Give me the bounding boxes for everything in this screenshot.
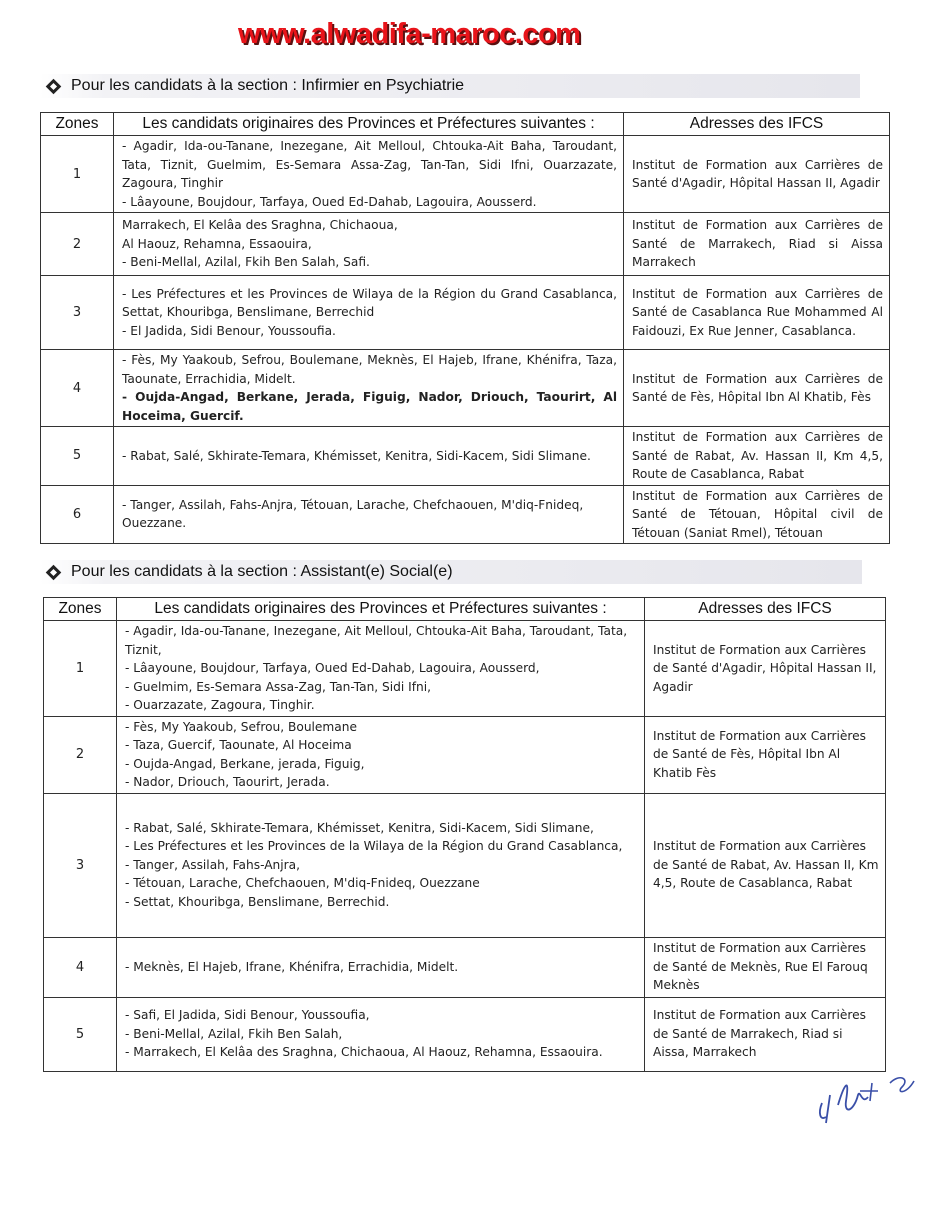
- ifcs-address: Institut de Formation aux Carrières de Santé d'Agadir, Hôpital Hassan II, Agadir: [624, 136, 890, 213]
- table-row: [41, 350, 890, 427]
- provinces-line: - Tétouan, Larache, Chefchaouen, M'diq-Fnideq, Ouezzane: [125, 876, 480, 891]
- zone-number: 6: [41, 485, 114, 544]
- provinces-line: - Lâayoune, Boujdour, Tarfaya, Oued Ed-Dahab, Lagouira, Aousserd,: [125, 661, 540, 675]
- header-addresses: Adresses des IFCS: [645, 598, 886, 621]
- diamond-bullet-icon: [46, 78, 62, 94]
- provinces-line: - Fès, My Yaakoub, Sefrou, Boulemane, Meknès, El Hajeb, Ifrane, Khénifra, Taza, Taounate, Errachidia, Midelt.: [122, 353, 617, 386]
- table-row: [41, 485, 890, 544]
- provinces-cell: [114, 350, 624, 427]
- table-row: [44, 937, 886, 997]
- provinces-line: - Agadir, Ida-ou-Tanane, Inezegane, Ait Melloul, Chtouka-Ait Baha, Taroudant, Tata, Tiznit, Guelmim, Es-Semara Assa-Zag, Tan-Tan, Sidi Ifni, Ouarzazate, Zagoura, Tinghir: [122, 139, 617, 190]
- handwritten-signature: [810, 1065, 920, 1135]
- zone-number: 5: [41, 427, 114, 486]
- provinces-line: - Taza, Guercif, Taounate, Al Hoceima: [125, 738, 352, 752]
- provinces-line: - Fès, My Yaakoub, Sefrou, Boulemane: [125, 719, 357, 734]
- psychiatrie-zones-table: [40, 112, 890, 544]
- header-zones: Zones: [44, 598, 117, 621]
- provinces-line: - Les Préfectures et les Provinces de la Wilaya de la Région du Grand Casablanca,: [125, 839, 623, 854]
- provinces-line: - Settat, Khouribga, Benslimane, Berrechid.: [125, 894, 390, 909]
- ifcs-address: Institut de Formation aux Carrières de Santé de Rabat, Av. Hassan II, Km 4,5, Route de Casablanca, Rabat: [624, 427, 890, 486]
- header-zones: Zones: [41, 113, 114, 136]
- provinces-line: - Tanger, Assilah, Fahs-Anjra,: [125, 857, 300, 872]
- zone-number: 5: [44, 997, 117, 1071]
- diamond-bullet-icon: [46, 564, 62, 580]
- provinces-cell: [117, 937, 645, 997]
- provinces-cell: [114, 213, 624, 276]
- provinces-line: - Meknès, El Hajeb, Ifrane, Khénifra, Errachidia, Midelt.: [125, 959, 459, 974]
- zone-number: 2: [41, 213, 114, 276]
- provinces-line: - El Jadida, Sidi Benour, Youssoufia.: [122, 323, 336, 338]
- zone-number: 4: [44, 937, 117, 997]
- provinces-line: - Guelmim, Es-Semara Assa-Zag, Tan-Tan, Sidi Ifni,: [125, 679, 432, 694]
- zone-number: 2: [44, 716, 117, 793]
- provinces-cell: [117, 716, 645, 793]
- ifcs-address: Institut de Formation aux Carrières de Santé d'Agadir, Hôpital Hassan II, Agadir: [645, 621, 886, 717]
- section-heading-psychiatrie: [40, 74, 860, 98]
- table-header-row: [44, 598, 886, 621]
- ifcs-address: Institut de Formation aux Carrières de Santé de Rabat, Av. Hassan II, Km 4,5, Route de Casablanca, Rabat: [645, 793, 886, 937]
- header-provinces: Les candidats originaires des Provinces et Préfectures suivantes :: [117, 598, 645, 621]
- provinces-line: - Nador, Driouch, Taourirt, Jerada.: [125, 775, 330, 789]
- table-header-row: [41, 113, 890, 136]
- ifcs-address: Institut de Formation aux Carrières de Santé de Marrakech, Riad si Aissa Marrakech: [624, 213, 890, 276]
- zone-number: 1: [44, 621, 117, 717]
- provinces-line: - Oujda-Angad, Berkane, jerada, Figuig,: [125, 756, 365, 771]
- provinces-line: Marrakech, El Kelâa des Sraghna, Chichaoua,: [122, 218, 398, 233]
- table-row: [41, 427, 890, 486]
- ifcs-address: Institut de Formation aux Carrières de Santé de Fès, Hôpital Ibn Al Khatib Fès: [645, 716, 886, 793]
- table-row: [44, 621, 886, 717]
- provinces-line: - Beni-Mellal, Azilal, Fkih Ben Salah, Safi.: [122, 255, 370, 270]
- provinces-line: - Agadir, Ida-ou-Tanane, Inezegane, Ait Melloul, Chtouka-Ait Baha, Taroudant, Tata, Tiznit,: [125, 624, 628, 657]
- ifcs-address: Institut de Formation aux Carrières de Santé de Meknès, Rue El Farouq Meknès: [645, 937, 886, 997]
- table-row: [41, 136, 890, 213]
- ifcs-address: Institut de Formation aux Carrières de Santé de Casablanca Rue Mohammed Al Faidouzi, Ex Rue Jenner, Casablanca.: [624, 276, 890, 350]
- header-provinces: Les candidats originaires des Provinces et Préfectures suivantes :: [114, 113, 624, 136]
- provinces-line: - Ouarzazate, Zagoura, Tinghir.: [125, 698, 315, 712]
- provinces-cell: [117, 793, 645, 937]
- zone-number: 4: [41, 350, 114, 427]
- table-row: [41, 213, 890, 276]
- table-row: [44, 997, 886, 1071]
- zone-number: 3: [44, 793, 117, 937]
- ifcs-address: Institut de Formation aux Carrières de Santé de Fès, Hôpital Ibn Al Khatib, Fès: [624, 350, 890, 427]
- assistant-social-zones-table: [43, 597, 886, 1072]
- ifcs-address: Institut de Formation aux Carrières de Santé de Marrakech, Riad si Aissa, Marrakech: [645, 997, 886, 1071]
- provinces-line: - Lâayoune, Boujdour, Tarfaya, Oued Ed-Dahab, Lagouira, Aousserd.: [122, 194, 537, 209]
- provinces-cell: [114, 427, 624, 486]
- provinces-cell: [117, 997, 645, 1071]
- table-row: [44, 793, 886, 937]
- section-title: Pour les candidats à la section : Assistant(e) Social(e): [71, 563, 453, 580]
- table-row: [44, 716, 886, 793]
- header-addresses: Adresses des IFCS: [624, 113, 890, 136]
- website-watermark: www.alwadifa-maroc.com: [238, 18, 581, 50]
- provinces-line: - Safi, El Jadida, Sidi Benour, Youssoufia,: [125, 1008, 370, 1023]
- provinces-line: - Beni-Mellal, Azilal, Fkih Ben Salah,: [125, 1026, 343, 1041]
- provinces-line: - Rabat, Salé, Skhirate-Temara, Khémisset, Kenitra, Sidi-Kacem, Sidi Slimane.: [122, 448, 591, 463]
- provinces-cell: [114, 276, 624, 350]
- provinces-line: - Oujda-Angad, Berkane, Jerada, Figuig, Nador, Driouch, Taourirt, Al Hoceima, Guercif.: [122, 390, 617, 423]
- provinces-cell: [117, 621, 645, 717]
- table-row: [41, 276, 890, 350]
- provinces-line: - Tanger, Assilah, Fahs-Anjra, Tétouan, Larache, Chefchaouen, M'diq-Fnideq, Ouezzane.: [122, 497, 584, 531]
- provinces-line: Al Haouz, Rehamna, Essaouira,: [122, 236, 312, 251]
- provinces-cell: [114, 485, 624, 544]
- zone-number: 1: [41, 136, 114, 213]
- ifcs-address: Institut de Formation aux Carrières de Santé de Tétouan, Hôpital civil de Tétouan (Saniat Rmel), Tétouan: [624, 485, 890, 544]
- section-title: Pour les candidats à la section : Infirmier en Psychiatrie: [71, 77, 465, 94]
- section-heading-assistant-social: [40, 560, 862, 584]
- provinces-cell: [114, 136, 624, 213]
- provinces-line: - Rabat, Salé, Skhirate-Temara, Khémisset, Kenitra, Sidi-Kacem, Sidi Slimane,: [125, 820, 594, 835]
- provinces-line: - Marrakech, El Kelâa des Sraghna, Chichaoua, Al Haouz, Rehamna, Essaouira.: [125, 1045, 603, 1060]
- provinces-line: - Les Préfectures et les Provinces de Wilaya de la Région du Grand Casablanca, Settat, Khouribga, Benslimane, Berrechid: [122, 286, 617, 320]
- zone-number: 3: [41, 276, 114, 350]
